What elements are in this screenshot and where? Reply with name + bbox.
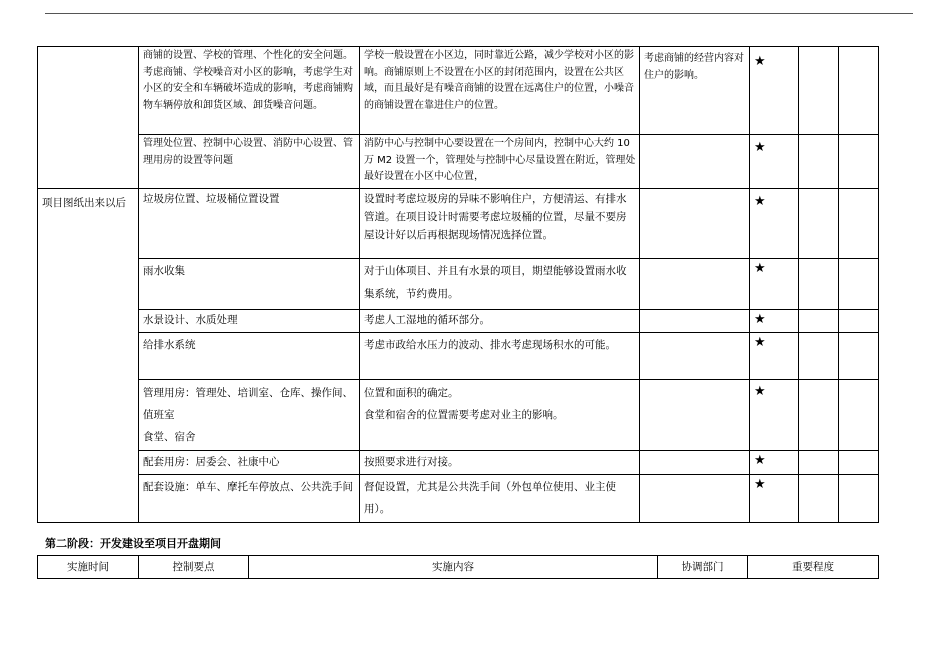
control-point-cell: 雨水收集 [139, 258, 360, 309]
column-header-department: 协调部门 [658, 556, 748, 579]
column-header-control-point: 控制要点 [139, 556, 249, 579]
empty-cell [839, 47, 879, 135]
table-row [38, 474, 879, 522]
empty-cell [839, 188, 879, 258]
department-cell [640, 258, 750, 309]
control-point-cell: 商铺的设置、学校的管理、个性化的安全问题。考虑商铺、学校噪音对小区的影响，考虑学生对小区的安全和车辆破坏造成的影响，考虑商铺购物车辆停放和卸货区域、卸货噪音问题。 [139, 47, 360, 135]
table-row [38, 309, 879, 332]
table-row [38, 332, 879, 379]
stage-two-title: 第二阶段：开发建设至项目开盘期间 [45, 537, 221, 550]
implementation-cell: 对于山体项目、并且有水景的项目，期望能够设置雨水收集系统，节约费用。 [360, 258, 640, 309]
implementation-cell: 考虑市政给水压力的波动、排水考虑现场积水的可能。 [360, 332, 640, 379]
control-point-cell: 配套用房：居委会、社康中心 [139, 450, 360, 474]
table-row [38, 450, 879, 474]
empty-cell [799, 332, 839, 379]
importance-star: ★ [750, 188, 799, 258]
importance-star: ★ [750, 309, 799, 332]
empty-cell [799, 474, 839, 522]
period-cell: 项目图纸出来以后 [38, 188, 139, 522]
empty-cell [839, 258, 879, 309]
control-point-line: 食堂、宿舍 [143, 430, 196, 443]
implementation-cell: 督促设置，尤其是公共洗手间（外包单位使用、业主使用）。 [360, 474, 640, 522]
empty-cell [839, 474, 879, 522]
importance-star: ★ [750, 474, 799, 522]
importance-star: ★ [750, 47, 799, 135]
column-header-period: 实施时间 [38, 556, 139, 579]
empty-cell [799, 450, 839, 474]
column-header-importance: 重要程度 [748, 556, 879, 579]
control-point-cell: 水景设计、水质处理 [139, 309, 360, 332]
table-row [38, 47, 879, 135]
empty-cell [839, 450, 879, 474]
header-rule [45, 13, 913, 14]
table-row [38, 188, 879, 258]
department-cell [640, 309, 750, 332]
implementation-cell: 学校一般设置在小区边，同时靠近公路，减少学校对小区的影响。商铺原则上不设置在小区的封闭范围内，设置在公共区域，而且最好是有噪音商铺的设置在远离住户的位置，小噪音的商铺设置在靠进住户的位置。 [360, 47, 640, 135]
control-point-cell: 管理处位置、控制中心设置、消防中心设置、管理用房的设置等问题 [139, 135, 360, 189]
importance-star: ★ [750, 135, 799, 189]
implementation-cell [360, 379, 640, 450]
empty-cell [839, 309, 879, 332]
table-row [38, 258, 879, 309]
department-cell [640, 379, 750, 450]
empty-cell [799, 188, 839, 258]
department-cell [640, 135, 750, 189]
empty-cell [799, 258, 839, 309]
control-point-cell: 垃圾房位置、垃圾桶位置设置 [139, 188, 360, 258]
empty-cell [839, 332, 879, 379]
empty-cell [799, 135, 839, 189]
implementation-cell: 考虑人工湿地的循环部分。 [360, 309, 640, 332]
empty-cell [839, 379, 879, 450]
stage-two-header-table [37, 555, 879, 579]
importance-star: ★ [750, 379, 799, 450]
department-cell [640, 474, 750, 522]
plan-table [37, 46, 879, 523]
implementation-cell: 消防中心与控制中心要设置在一个房间内，控制中心大约 10 万 M2 设置一个，管理处与控制中心尽量设置在附近，管理处最好设置在小区中心位置， [360, 135, 640, 189]
implementation-line: 位置和面积的确定。 [364, 386, 459, 399]
table-header-row [38, 556, 879, 579]
empty-cell [799, 379, 839, 450]
control-point-cell [139, 379, 360, 450]
implementation-line: 食堂和宿舍的位置需要考虑对业主的影响。 [364, 408, 564, 421]
department-cell [640, 332, 750, 379]
empty-cell [839, 135, 879, 189]
empty-cell [799, 47, 839, 135]
control-point-line: 管理用房：管理处、培训室、仓库、操作间、值班室 [143, 386, 353, 421]
control-point-cell: 给排水系统 [139, 332, 360, 379]
empty-cell [799, 309, 839, 332]
column-header-content: 实施内容 [249, 556, 658, 579]
importance-star: ★ [750, 258, 799, 309]
table-row [38, 379, 879, 450]
table-row [38, 135, 879, 189]
importance-star: ★ [750, 450, 799, 474]
implementation-cell: 按照要求进行对接。 [360, 450, 640, 474]
control-point-cell: 配套设施：单车、摩托车停放点、公共洗手间 [139, 474, 360, 522]
importance-star: ★ [750, 332, 799, 379]
department-cell [640, 450, 750, 474]
implementation-cell: 设置时考虑垃圾房的异味不影响住户，方便清运、有排水管道。在项目设计时需要考虑垃圾桶的位置，尽量不要房屋设计好以后再根据现场情况选择位置。 [360, 188, 640, 258]
period-cell-empty [38, 47, 139, 189]
department-cell: 考虑商铺的经营内容对住户的影响。 [640, 47, 750, 135]
department-cell [640, 188, 750, 258]
